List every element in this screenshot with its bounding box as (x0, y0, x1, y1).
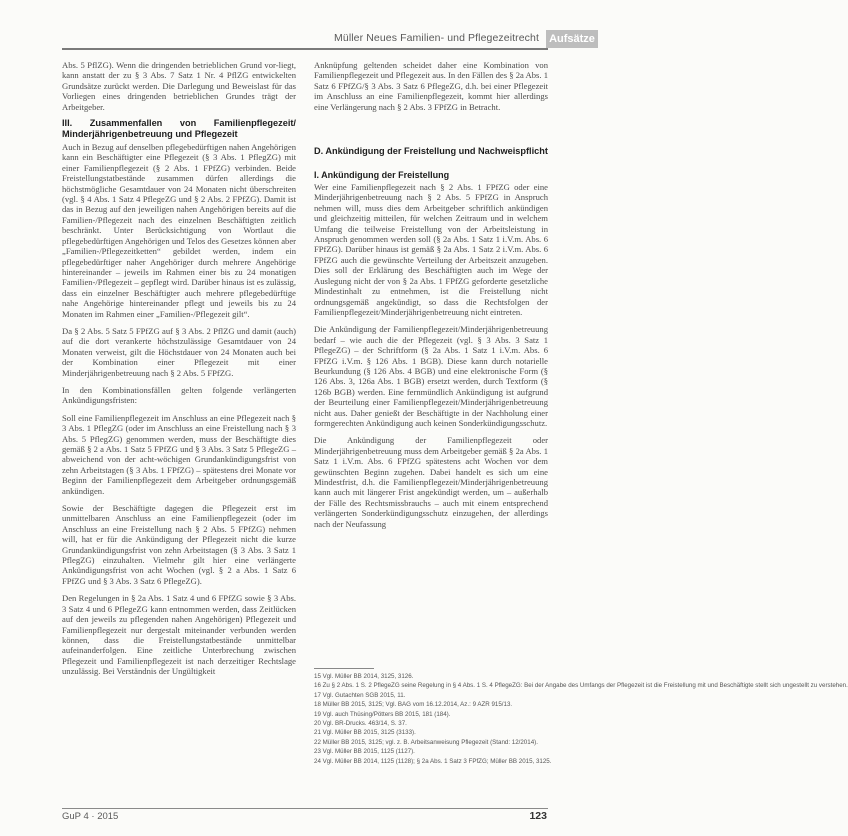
section-heading: III. Zusammenfallen von Familienpflegezeit/ Minderjährigenbetreuung und Pflegezeit (62, 118, 296, 140)
footnotes (314, 672, 848, 766)
footnote-rule (314, 668, 374, 669)
journal-issue: GuP 4 · 2015 (62, 811, 119, 822)
subsection-heading: I. Ankündigung der Freistellung (314, 170, 450, 181)
footnote: 19 Vgl. auch Thüsing/Pötters BB 2015, 181 (184). (314, 710, 451, 718)
paragraph: Soll eine Familienpflegezeit im Anschluss an eine Pflegezeit nach § 3 Abs. 1 PflegZG (oder im Anschluss an eine Freistellung nach § 3 Abs. 5 PflegZG) genommen werden, muss der Beschäftigte dies gemäß § 2 a Abs. 1 Satz 5 FPfZG und § 3 Abs. 3 Satz 5 PflegeZG – abweichend von der acht-wöchigen Grundankündigungsfrist von zehn Arbeitstagen (§ 3 Abs. 1 FPfZG) – spätestens drei Monate vor Beginn der Familienpflegezeit dem Arbeitgeber ordnungsgemäß ankündigen. (62, 412, 296, 496)
footnote: 18 Müller BB 2015, 3125; Vgl. BAG vom 16.12.2014, Az.: 9 AZR 915/13. (314, 701, 513, 709)
left-column (62, 60, 296, 684)
paragraph: Die Ankündigung der Familienpflegezeit oder Minderjährigenbetreuung muss dem Arbeitgeber gemäß § 2a Abs. 1 Satz 1 i.V.m. Abs. 6 FPfZG spätestens acht Wochen vor dem gewünschten Beginn zugehen. Dabei handelt es sich um eine Mindestfrist, d.h. die Familienpflegezeit/Minderjährigenbetreuung kann auch mit längerer Frist angekündigt werden, um – außerhalb der Fälle des Rechtsmissbrauchs – auch mit einem entsprechend verlängerten Sonderkündigungsschutz einzugehen, der allerdings nach der Neufassung (314, 435, 548, 529)
paragraph: Sowie der Beschäftigte dagegen die Pflegezeit erst im unmittelbaren Anschluss an eine Familienpflegezeit (oder im Anschluss an eine Freistellung nach § 2 Abs. 5 FPfZG) nehmen will, hat er für die Ankündigung der Pflegezeit nicht die kurze Grundankündigungsfrist von zehn Arbeitstagen (§ 3 Abs. 3 Satz 1 PflegZG) einzuhalten. Vielmehr gilt hier eine verlängerte Ankündigungsfrist von acht Wochen (vgl. § 2 a Abs. 1 Satz 6 FPfZG und § 3 Abs. 3 Satz 6 PflegeZG). (62, 503, 296, 586)
footnote: 17 Vgl. Gutachten SGB 2015, 11. (314, 691, 406, 699)
page-header (0, 30, 609, 50)
spacer (314, 118, 548, 140)
paragraph: Auch in Bezug auf denselben pflegebedürftigen nahen Angehörigen kann ein Beschäftigter eine Pflegezeit (§ 3 Abs. 1 PflegZG) mit einer Familienpflegezeit (§ 2 Abs. 1 FPfZG) verbinden. Beide Freistellungstatbestände zusammen dürfen allerdings die höchstmögliche Gesamtdauer von 24 Monaten nicht überschreiten (vgl. § 4 Abs. 1 Satz 4 PflegeZG und § 2 Abs. 2 FPfZG). Damit ist das in Bezug auf den jeweiligen nahen Angehörigen bereits auf die Familien-/Pflegezeit nach des einzelnen Beschäftigten zeitlich beschränkt. Unter Berücksichtigung von Wortlaut die pflegebedürftigen Angehörigen und Telos des Gesetzes können aber „Familien-/Pflegezeitketten“ gebildet werden, indem ein pflegebedürftiger naher Angehöriger durch mehrere Angehörige hintereinander – jeweils im Rahmen einer bis zu 24 monatigen Familien-/Pflegezeit – gepflegt wird. Darüber hinaus ist es zulässig, dass ein einzelner Beschäftigter auch mehrere pflegebedürftige nahe Angehörige hintereinander pflegt und jeweils bis zu 24 Monaten im Rahmen einer „Familien-/Pflegezeit gilt“. (62, 142, 296, 319)
footnote: 21 Vgl. Müller BB 2015, 3125 (3133). (314, 729, 416, 737)
paragraph: Den Regelungen in § 2a Abs. 1 Satz 4 und 6 FPfZG sowie § 3 Abs. 3 Satz 4 und 6 PflegeZG kann entnommen werden, dass Zeitlücken auf den jeweils zu pflegenden nahen Angehörigen) Pflegezeit und Familienpflegezeit nur dergestalt miteinander verbunden werden können, dass die Freistellungstatbestände unmittelbar aufeinanderfolgen. Eine zeitliche Unterbrechung zwischen Pflegezeit und Familienpflegezeit ist nach derzeitiger Rechtslage unzulässig. Bei Verständnis der Ungültigkeit (62, 593, 296, 677)
footnote: 22 Müller BB 2015, 3125; vgl. z. B. Arbeitsanweisung Pflegezeit (Stand: 12/2014). (314, 738, 538, 746)
paragraph: In den Kombinationsfällen gelten folgende verlängerten Ankündigungsfristen: (62, 384, 296, 406)
footer-rule (62, 808, 548, 809)
footnote: 24 Vgl. Müller BB 2014, 1125 (1128); § 2a Abs. 1 Satz 3 FPfZG; Müller BB 2015, 3125. (314, 757, 552, 765)
paragraph: Anknüpfung geltenden scheidet daher eine Kombination von Familienpflegezeit und Pflegezeit aus. In den Fällen des § 2a Abs. 1 Satz 6 FPfZG/§ 3 Abs. 3 Satz 6 PflegeZG, d.h. bei einer Pflegezeit im Anschluss an eine Familienpflegezeit, kommt hier allerdings eine Verlängerung nach § 2 Abs. 3 FPfZG in Betracht. (314, 60, 548, 112)
footnote: 20 Vgl. BR-Drucks. 463/14, S. 37. (314, 720, 407, 728)
spacer (314, 159, 548, 167)
footnote: 23 Vgl. Müller BB 2015, 1125 (1127). (314, 748, 415, 756)
paragraph: Wer eine Familienpflegezeit nach § 2 Abs. 1 FPfZG oder eine Minderjährigenbetreuung nach § 2 Abs. 5 FPfZG in Anspruch nehmen will, muss dies dem Arbeitgeber schriftlich ankündigen und gleichzeitig mitteilen, für welchen Zeitraum und in welchem Umfang die teilweise Freistellung von der Arbeitsleistung in Anspruch genommen werden soll (§ 2a Abs. 1 Satz 1 i.V.m. Abs. 6 FPfZG). Darüber hinaus ist gemäß § 2a Abs. 1 Satz 2 i.V.m. Abs. 6 FPfZG auch die gewünschte Verteilung der Arbeitszeit anzugeben. Dies soll der Erklärung des Beschäftigten auch im Wege der Auslegung nicht der von § 2a Abs. 1 FPfZG geforderte gesetzliche Mindestinhalt zu entnehmen, ist die Freistellung nicht ordnungsgemäß angekündigt, so dass die Rechtsfolgen der Familienpflegezeit/Minderjährigenbetreuung nicht eintreten. (314, 182, 548, 317)
running-head: Müller Neues Familien- und Pflegezeitrecht (334, 32, 539, 44)
footnote: 15 Vgl. Müller BB 2014, 3125, 3126. (314, 673, 414, 680)
header-rule (62, 48, 548, 50)
section-heading: D. Ankündigung der Freistellung und Nachweispflicht (314, 146, 548, 157)
paragraph: Abs. 5 PflZG). Wenn die dringenden betrieblichen Grund vor-liegt, kann anstatt der zu § 3 Abs. 7 Satz 1 Nr. 4 PflZG entwickelten Grundsätze zurückt werden. Die Darlegung und Beweislast für das Vorliegen eines dringenden betrieblichen Grundes trägt der Arbeitgeber. (62, 60, 296, 112)
paragraph: Da § 2 Abs. 5 Satz 5 FPfZG auf § 3 Abs. 2 PflZG und damit (auch) auf die dort verankerte höchstzulässige Gesamtdauer von 24 Monaten verweist, gilt die Höchstdauer von 24 Monaten auch bei der Kombination einer Pflegezeit mit einer Minderjährigenbetreuung nach § 2 Abs. 5 FPfZG. (62, 325, 296, 378)
right-column (314, 60, 548, 536)
section-tab: Aufsätze (546, 30, 598, 48)
paragraph: Die Ankündigung der Familienpflegezeit/Minderjährigenbetreuung bedarf – wie auch die der Pflegezeit (vgl. § 3 Abs. 3 Satz 1 PflegeZG) – der Schriftform (§ 2a Abs. 1 Satz 1 i.V.m. Abs. 6 FPfZG i.V.m. § 126 Abs. 1 BGB). Diese kann durch notarielle Beurkundung (§ 126 Abs. 4 BGB) und eine elektronische Form (§ 126 Abs. 3, 126a Abs. 1 BGB) ersetzt werden, durch Textform (§ 126b BGB) werden. Eine fernmündlich Ankündigung ist aufgrund der Beurteilung einer Familienpflegezeit/Minderjährigenbetreuung nicht aus. Daher genießt der Beschäftigte in der Nachholung einer formgerechten Ankündigung auch keinen Sonderkündigungsschutz. (314, 324, 548, 428)
footnote: 16 Zu § 2 Abs. 1 S. 2 PflegeZG seine Regelung in § 4 Abs. 1 S. 4 PflegeZG: Bei der Angabe des Umfangs der Pflegezeit ist die Freistellung mit und Beschäftigte stellt sich ungestellt zu verstehen. (314, 682, 848, 690)
page-number: 123 (529, 810, 547, 822)
